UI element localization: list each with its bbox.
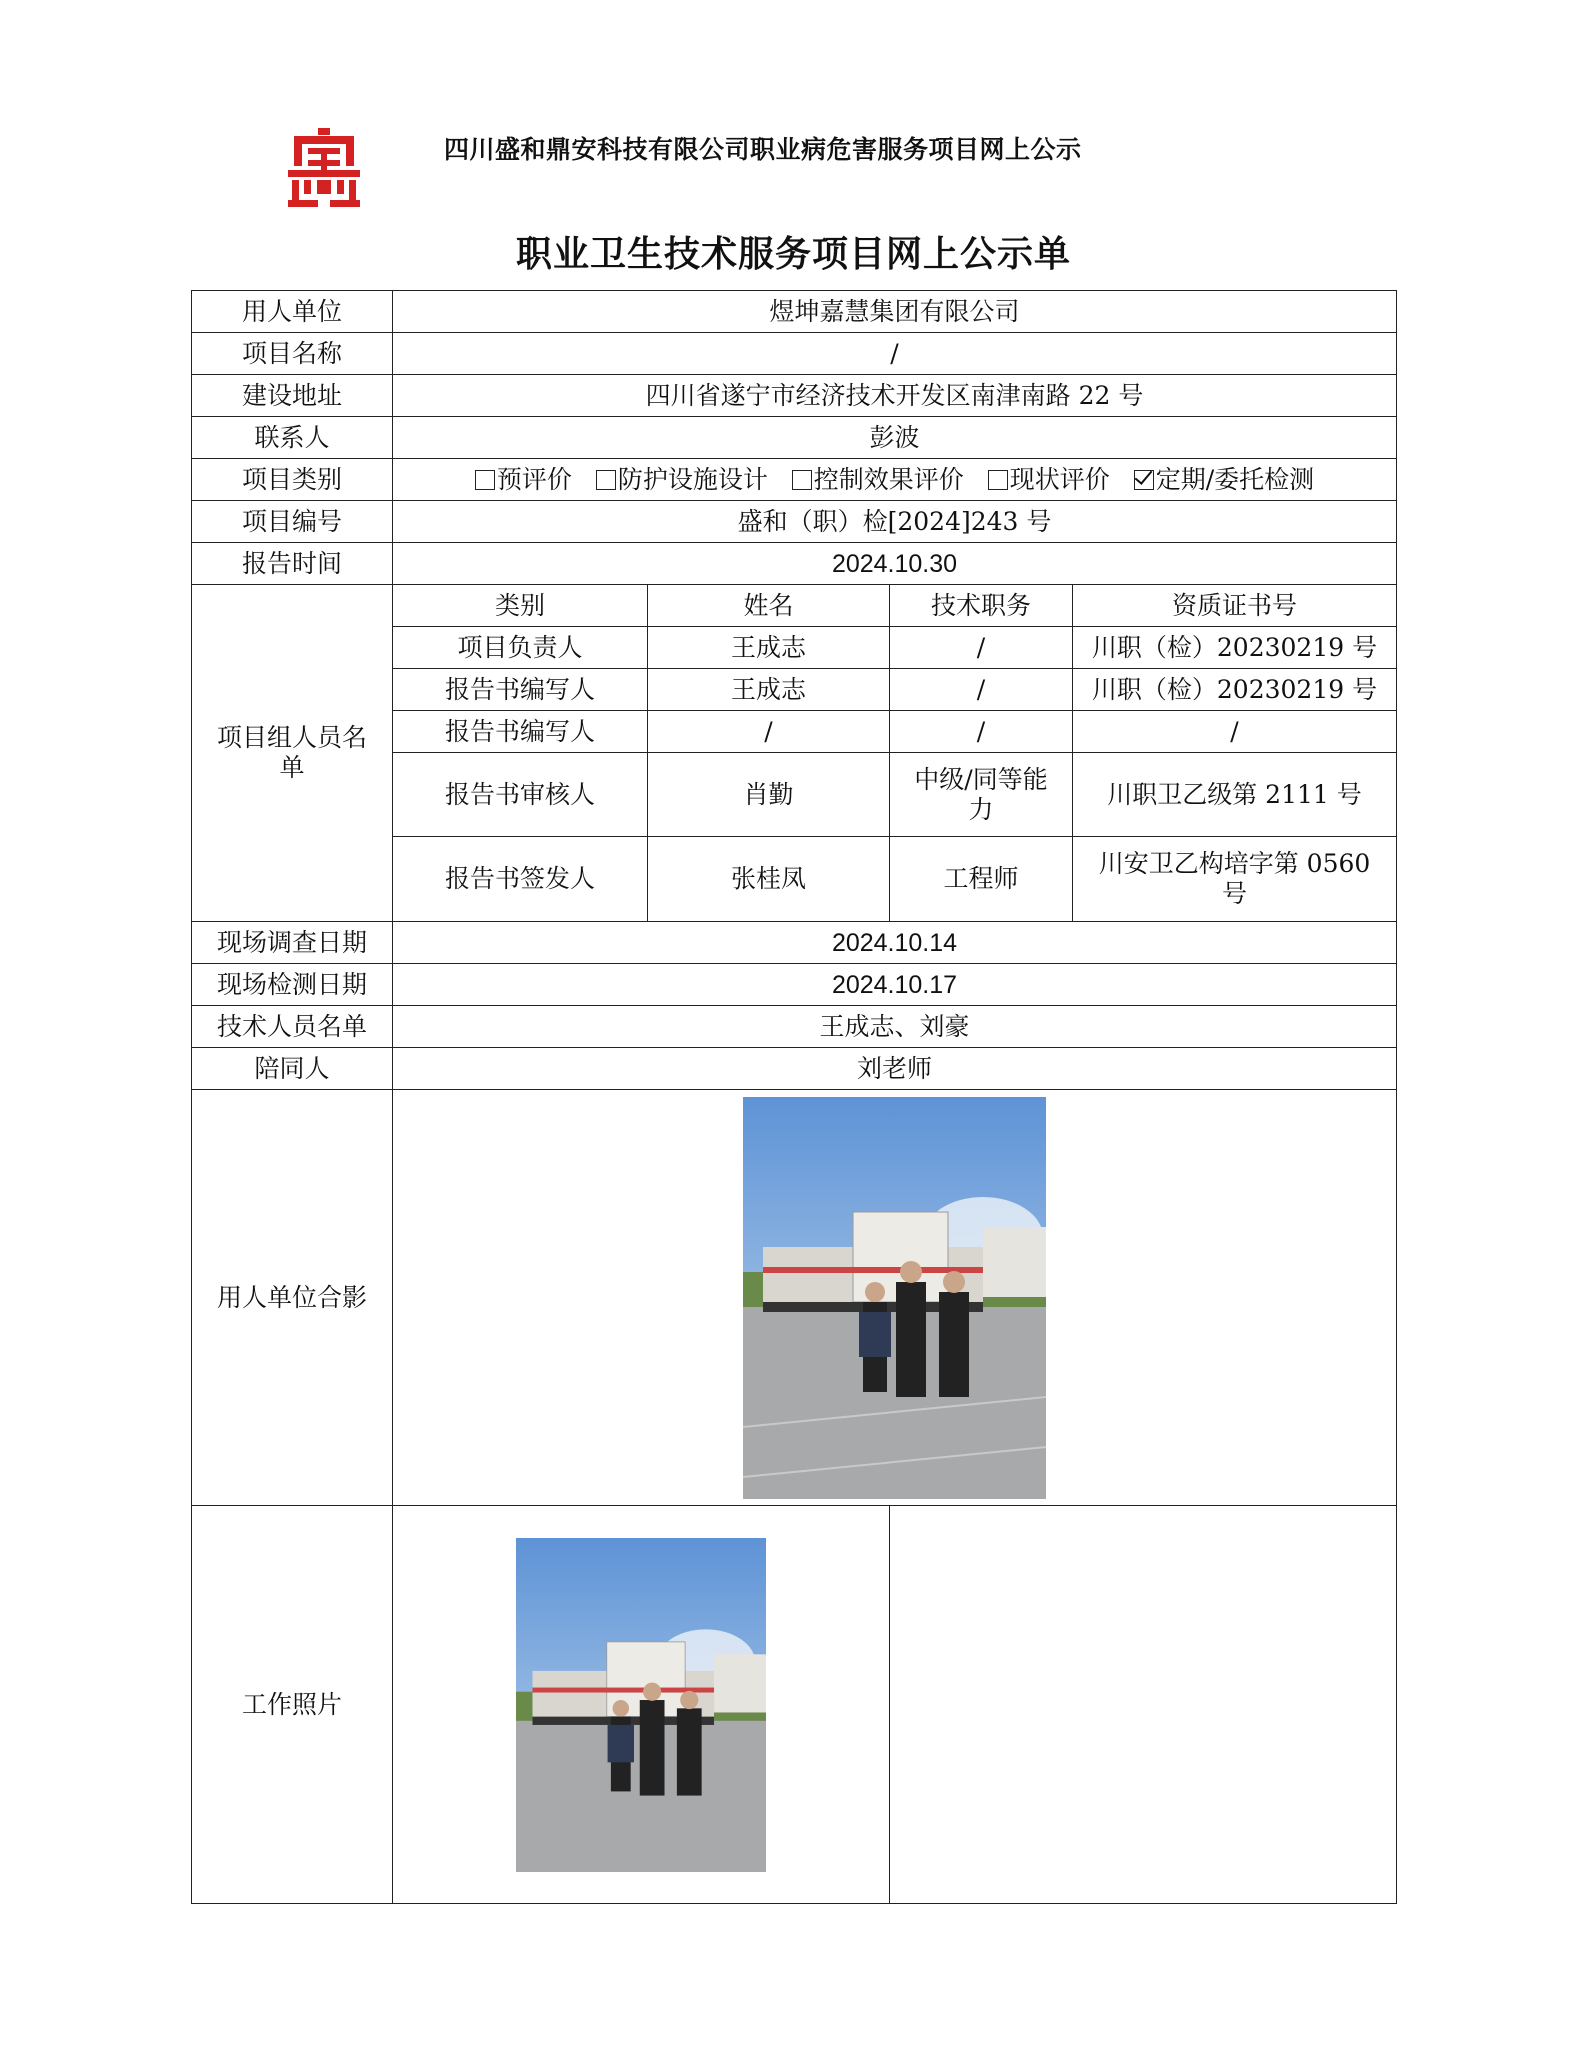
project-name-label: 项目名称 xyxy=(192,333,393,375)
group-photo-label: 用人单位合影 xyxy=(192,1090,393,1506)
contact-label: 联系人 xyxy=(192,417,393,459)
report-date-value: 2024.10.30 xyxy=(393,543,1397,585)
group-photo-cell xyxy=(393,1090,1397,1506)
publicity-form-table xyxy=(191,290,1397,1904)
category-option-label: 定期/委托检测 xyxy=(1155,464,1315,494)
work-photo xyxy=(516,1538,766,1872)
team-role: 报告书签发人 xyxy=(393,837,648,922)
team-title: / xyxy=(890,627,1073,669)
row-project-no xyxy=(192,501,1397,543)
group-photo xyxy=(743,1097,1046,1499)
team-cert: 川职（检）20230219 号 xyxy=(1073,669,1397,711)
team-header-name: 姓名 xyxy=(648,585,890,627)
company-header: 四川盛和鼎安科技有限公司职业病危害服务项目网上公示 xyxy=(444,135,1082,164)
team-header-row xyxy=(192,585,1397,627)
row-category xyxy=(192,459,1397,501)
project-no-label: 项目编号 xyxy=(192,501,393,543)
group-photo-image xyxy=(743,1097,1046,1499)
team-cert: / xyxy=(1073,711,1397,753)
checkbox-icon[interactable] xyxy=(988,470,1008,490)
report-date-label: 报告时间 xyxy=(192,543,393,585)
work-photo-image xyxy=(516,1538,766,1872)
team-header-title: 技术职务 xyxy=(890,585,1073,627)
team-cert: 川安卫乙构培字第 0560 号 xyxy=(1073,837,1397,922)
category-option-label: 预评价 xyxy=(496,464,572,494)
team-title: / xyxy=(890,711,1073,753)
team-title: 中级/同等能力 xyxy=(890,753,1073,837)
checkbox-icon[interactable] xyxy=(792,470,812,490)
row-contact xyxy=(192,417,1397,459)
team-label: 项目组人员名单 xyxy=(192,585,393,922)
address-label: 建设地址 xyxy=(192,375,393,417)
checkbox-icon[interactable] xyxy=(475,470,495,490)
category-label: 项目类别 xyxy=(192,459,393,501)
team-title: / xyxy=(890,669,1073,711)
category-option[interactable] xyxy=(596,465,768,495)
row-work-photo xyxy=(192,1506,1397,1904)
team-person: 张桂凤 xyxy=(648,837,890,922)
team-person: 王成志 xyxy=(648,627,890,669)
technicians-value: 王成志、刘豪 xyxy=(393,1006,1397,1048)
work-photo-cell-1 xyxy=(393,1506,890,1904)
checkbox-icon[interactable] xyxy=(596,470,616,490)
row-project-name xyxy=(192,333,1397,375)
row-employer xyxy=(192,291,1397,333)
row-report-date xyxy=(192,543,1397,585)
team-role: 项目负责人 xyxy=(393,627,648,669)
team-person: 肖勤 xyxy=(648,753,890,837)
row-escort xyxy=(192,1048,1397,1090)
escort-value: 刘老师 xyxy=(393,1048,1397,1090)
category-option-label: 控制效果评价 xyxy=(813,464,964,494)
employer-value: 煜坤嘉慧集团有限公司 xyxy=(393,291,1397,333)
team-header-category: 类别 xyxy=(393,585,648,627)
testing-date-label: 现场检测日期 xyxy=(192,964,393,1006)
category-option-label: 现状评价 xyxy=(1009,464,1110,494)
row-group-photo xyxy=(192,1090,1397,1506)
team-cert: 川职卫乙级第 2111 号 xyxy=(1073,753,1397,837)
team-header-cert: 资质证书号 xyxy=(1073,585,1397,627)
row-testing-date xyxy=(192,964,1397,1006)
technicians-label: 技术人员名单 xyxy=(192,1006,393,1048)
category-option[interactable] xyxy=(792,465,964,495)
row-survey-date xyxy=(192,922,1397,964)
escort-label: 陪同人 xyxy=(192,1048,393,1090)
company-logo xyxy=(288,128,360,208)
employer-label: 用人单位 xyxy=(192,291,393,333)
team-cert: 川职（检）20230219 号 xyxy=(1073,627,1397,669)
team-role: 报告书编写人 xyxy=(393,711,648,753)
work-photo-cell-2 xyxy=(890,1506,1397,1904)
testing-date-value: 2024.10.17 xyxy=(393,964,1397,1006)
contact-value: 彭波 xyxy=(393,417,1397,459)
team-person: / xyxy=(648,711,890,753)
row-address xyxy=(192,375,1397,417)
row-technicians xyxy=(192,1006,1397,1048)
team-role: 报告书编写人 xyxy=(393,669,648,711)
project-name-value: / xyxy=(393,333,1397,375)
team-title: 工程师 xyxy=(890,837,1073,922)
category-option[interactable] xyxy=(1134,465,1314,495)
category-option[interactable] xyxy=(988,465,1110,495)
team-person: 王成志 xyxy=(648,669,890,711)
checkbox-checked-icon[interactable] xyxy=(1134,470,1154,490)
survey-date-label: 现场调查日期 xyxy=(192,922,393,964)
address-value: 四川省遂宁市经济技术开发区南津南路 22 号 xyxy=(393,375,1397,417)
document-title: 职业卫生技术服务项目网上公示单 xyxy=(515,233,1071,275)
survey-date-value: 2024.10.14 xyxy=(393,922,1397,964)
work-photo-label: 工作照片 xyxy=(192,1506,393,1904)
project-no-value: 盛和（职）检[2024]243 号 xyxy=(393,501,1397,543)
category-option[interactable] xyxy=(475,465,572,495)
category-option-label: 防护设施设计 xyxy=(617,464,768,494)
category-options xyxy=(393,459,1397,501)
team-role: 报告书审核人 xyxy=(393,753,648,837)
